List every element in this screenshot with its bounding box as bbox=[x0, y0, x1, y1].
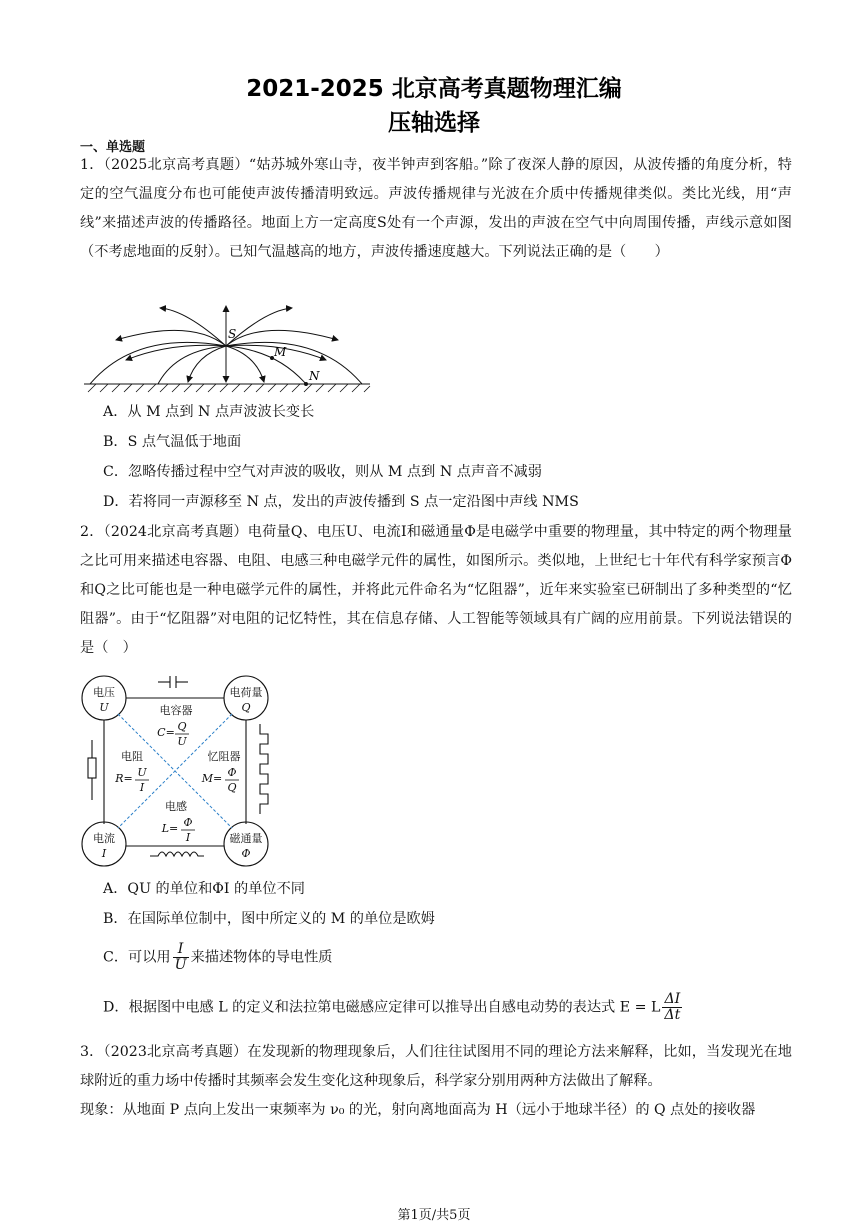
document-subtitle: 压轴选择 bbox=[388, 110, 480, 136]
node-current-symbol: I bbox=[101, 847, 107, 860]
inductor-label: 电感 bbox=[165, 800, 187, 813]
q2-option-d-text: D．根据图中电感 L 的定义和法拉第电磁感应定律可以推导出自感电动势的表达式 E = L bbox=[103, 999, 661, 1016]
q2-option-d[interactable] bbox=[103, 992, 684, 1023]
page-number: 第1页/共5页 bbox=[397, 1208, 471, 1223]
node-flux-symbol: Φ bbox=[241, 847, 251, 860]
q1-option-d[interactable]: D．若将同一声源移至 N 点，发出的声波传播到 S 点一定沿图中声线 NMS bbox=[103, 494, 579, 510]
node-charge-symbol: Q bbox=[241, 701, 251, 714]
q1-stem: 1．（2025北京高考真题）“姑苏城外寒山寺，夜半钟声到客船。”除了夜深人静的原因，从波传播的角度分析，特定的空气温度分布也可能使声波传播清明致远。声波传播规律与光波在介质中传播规律类似。类比光线，用“声线”来描述声波的传播路径。地面上方一定高度S处有一个声源，发出的声波在空气中向周围传播，声线示意如图（不考虑地面的反射）。已知气温越高的地方，声波传播速度越大。下列说法正确的是（ ） bbox=[80, 157, 792, 260]
memristor-den: Q bbox=[227, 781, 237, 794]
label-m: M bbox=[274, 345, 287, 359]
resistor-label: 电阻 bbox=[121, 750, 143, 763]
q3-phenomenon: 现象：从地面 P 点向上发出一束频率为 ν₀ 的光，射向离地面高为 H（远小于地球半径）的 Q 点处的接收器 bbox=[80, 1102, 756, 1118]
inductor-num: Φ bbox=[183, 816, 193, 829]
memristor-num: Φ bbox=[227, 766, 237, 779]
memristor-label: 忆阻器 bbox=[207, 750, 241, 763]
label-n: N bbox=[309, 369, 320, 383]
q2-stem: 2．（2024北京高考真题）电荷量Q、电压U、电流I和磁通量Φ是电磁学中重要的物理量，其中特定的两个物理量之比可用来描述电容器、电阻、电感三种电磁学元件的属性，如图所示。类似地，上世纪七十年代有科学家预言Φ和Q之比可能也是一种电磁学元件的属性，并将此元件命名为“忆阻器”，近年来实验室已研制出了多种类型的“忆阻器”。由于“忆阻器”对电阻的记忆特性，其在信息存储、人工智能等领域具有广阔的应用前景。下列说法错误的是（ ） bbox=[80, 524, 792, 656]
q1-option-b[interactable]: B．S 点气温低于地面 bbox=[103, 434, 242, 450]
node-voltage-symbol: U bbox=[99, 701, 109, 714]
capacitor-label: 电容器 bbox=[159, 704, 193, 717]
capacitor-den: U bbox=[177, 735, 187, 748]
q2-option-c-prefix: C．可以用 bbox=[103, 949, 171, 966]
q2-option-c[interactable] bbox=[103, 942, 332, 973]
q3-stem: 3．（2023北京高考真题）在发现新的物理现象后，人们往往试图用不同的理论方法来解释，比如，当发现光在地球附近的重力场中传播时其频率会发生变化这种现象后，科学家分别用两种方法做出了解释。 bbox=[80, 1044, 792, 1089]
q1-sound-ray-figure bbox=[76, 300, 376, 396]
node-charge-label: 电荷量 bbox=[229, 686, 263, 699]
q1-option-c[interactable]: C．忽略传播过程中空气对声波的吸收，则从 M 点到 N 点声音不减弱 bbox=[103, 464, 542, 480]
inductor-den: I bbox=[185, 831, 191, 844]
label-s: S bbox=[228, 327, 237, 341]
resistor-formula: R= bbox=[115, 772, 133, 785]
node-voltage-label: 电压 bbox=[93, 686, 115, 699]
memristor-formula: M= bbox=[201, 772, 223, 785]
q2-memristor-figure bbox=[78, 674, 278, 870]
q1-option-a[interactable]: A．从 M 点到 N 点声波波长变长 bbox=[103, 404, 315, 420]
q2-option-d-fraction: $\frac{\Delta I}{\Delta t}$ bbox=[664, 991, 681, 1023]
q2-option-b[interactable]: B．在国际单位制中，图中所定义的 M 的单位是欧姆 bbox=[103, 911, 435, 927]
node-flux-label: 磁通量 bbox=[229, 832, 263, 845]
inductor-formula: L= bbox=[161, 822, 179, 835]
section-heading: 一、单选题 bbox=[80, 140, 146, 155]
capacitor-num: Q bbox=[177, 720, 187, 733]
resistor-num: U bbox=[137, 766, 147, 779]
document-title: 2021-2025 北京高考真题物理汇编 bbox=[246, 76, 622, 102]
point-n-marker bbox=[304, 382, 308, 386]
node-current-label: 电流 bbox=[93, 832, 115, 845]
resistor-den: I bbox=[139, 781, 145, 794]
q2-option-c-fraction: $\frac{I}{U}$ bbox=[174, 941, 187, 973]
q2-option-c-suffix: 来描述物体的导电性质 bbox=[190, 949, 333, 966]
capacitor-formula: C= bbox=[157, 726, 175, 739]
q2-option-a[interactable]: A．QU 的单位和ΦI 的单位不同 bbox=[103, 881, 305, 897]
